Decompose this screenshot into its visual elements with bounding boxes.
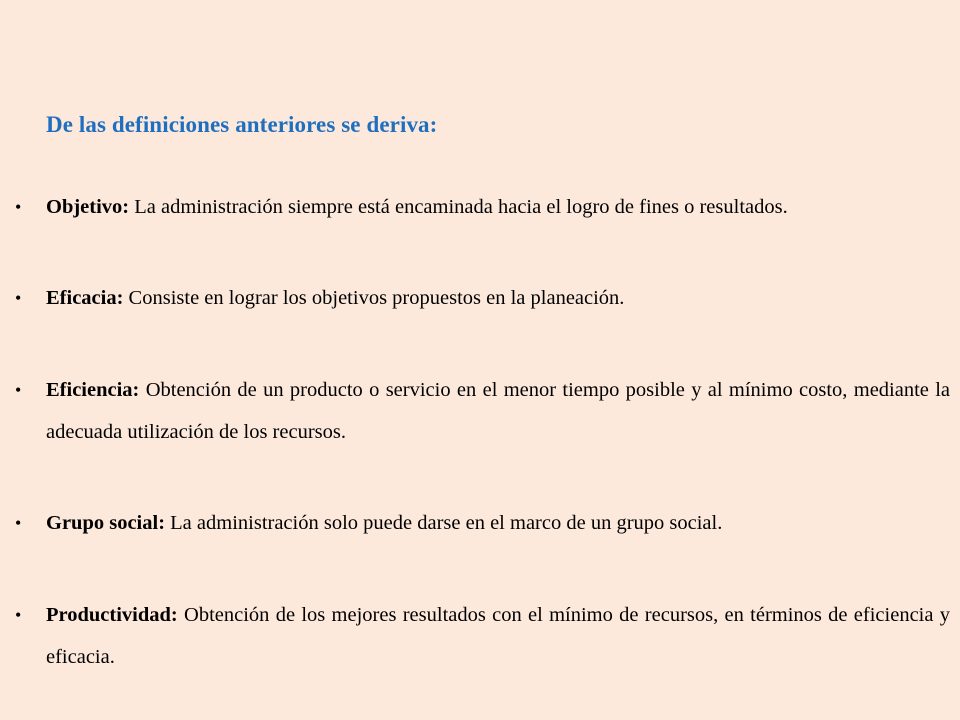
- bullet-icon: •: [15, 288, 22, 308]
- term-description: Obtención de un producto o servicio en el menor tiempo posible y al mínimo costo, mediante la adecuada utilización de los recursos.: [46, 379, 950, 443]
- term-label: Eficacia:: [46, 287, 124, 309]
- term-description: La administración solo puede darse en el marco de un grupo social.: [165, 512, 723, 534]
- list-item-eficiencia: [15, 369, 950, 453]
- term-label: Productividad:: [46, 604, 178, 626]
- bullet-icon: •: [15, 197, 22, 217]
- term-description: La administración siempre está encaminada hacia el logro de fines o resultados.: [129, 196, 788, 218]
- list-item-eficacia: [15, 277, 950, 319]
- list-item-grupo-social: [15, 502, 950, 544]
- term-description: Consiste en lograr los objetivos propuestos en la planeación.: [123, 287, 625, 309]
- term-label: Grupo social:: [46, 512, 166, 534]
- list-item-productividad: [15, 594, 950, 678]
- bullet-icon: •: [15, 513, 22, 533]
- list-item-objetivo: [15, 186, 950, 228]
- slide-heading: De las definiciones anteriores se deriva:: [46, 112, 438, 137]
- bullet-icon: •: [15, 380, 22, 400]
- bullet-icon: •: [15, 605, 22, 625]
- term-label: Eficiencia:: [46, 379, 140, 401]
- term-description: Obtención de los mejores resultados con el mínimo de recursos, en términos de eficiencia y eficacia.: [46, 604, 950, 668]
- term-label: Objetivo:: [46, 196, 130, 218]
